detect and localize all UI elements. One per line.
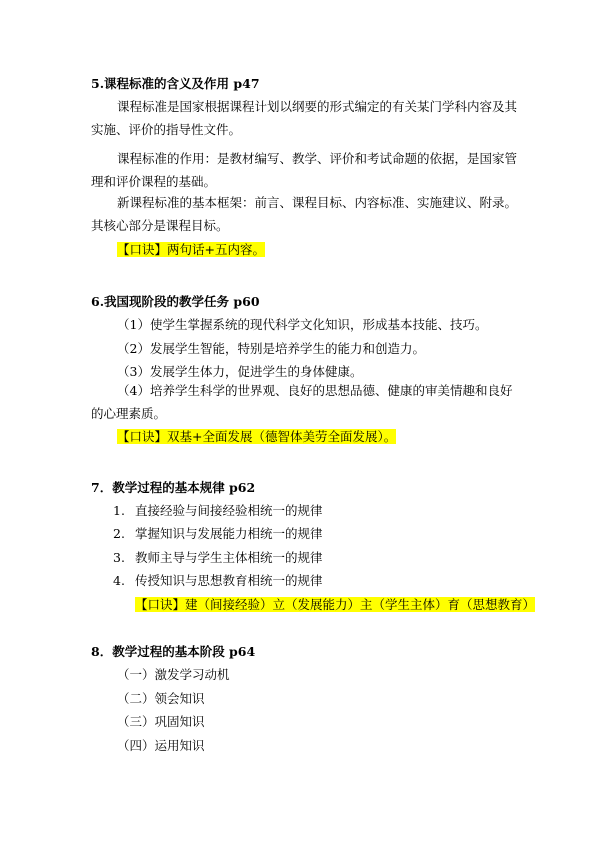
section-5-definition: 课程标准是国家根据课程计划以纲要的形式编定的有关某门学科内容及其实施、评价的指导性文件。 [91, 99, 518, 137]
section-8-item: （二）领会知识 [117, 691, 205, 706]
section-7-heading: 7．教学过程的基本规律 p62 [91, 480, 256, 495]
section-6-mnemonic [117, 428, 396, 446]
section-8-heading: 8．教学过程的基本阶段 p64 [91, 644, 256, 659]
section-6-item: （3）发展学生体力，促进学生的身体健康。 [117, 364, 363, 379]
list-number: 3. [113, 550, 125, 565]
list-number: 2. [113, 526, 125, 541]
section-6-heading: 6.我国现阶段的教学任务 p60 [91, 294, 260, 309]
section-8-item: （四）运用知识 [117, 738, 205, 753]
list-number: 1. [113, 503, 125, 518]
mnemonic-highlight: 【口诀】双基+全面发展（德智体美劳全面发展）。 [117, 429, 397, 444]
section-7-mnemonic [135, 596, 535, 614]
section-6-item: （4）培养学生科学的世界观、良好的思想品德、健康的审美情趣和良好的心理素质。 [91, 383, 513, 421]
section-5-mnemonic [117, 241, 265, 259]
section-8-item: （一）激发学习动机 [117, 667, 230, 682]
section-7-item: 掌握知识与发展能力相统一的规律 [135, 526, 323, 541]
section-5-function: 课程标准的作用：是教材编写、教学、评价和考试命题的依据，是国家管理和评价课程的基础。 [91, 151, 518, 189]
section-5-framework: 新课程标准的基本框架：前言、课程目标、内容标准、实施建议、附录。其核心部分是课程目标。 [91, 195, 518, 233]
mnemonic-highlight: 【口诀】两句话+五内容。 [117, 242, 265, 257]
section-7-item: 直接经验与间接经验相统一的规律 [135, 503, 323, 518]
section-6-item: （2）发展学生智能，特别是培养学生的能力和创造力。 [117, 341, 425, 356]
mnemonic-highlight: 【口诀】建（间接经验）立（发展能力）主（学生主体）育（思想教育） [135, 597, 536, 612]
section-6-item: （1）使学生掌握系统的现代科学文化知识，形成基本技能、技巧。 [117, 317, 488, 332]
section-7-item: 传授知识与思想教育相统一的规律 [135, 573, 323, 588]
section-7-item: 教师主导与学生主体相统一的规律 [135, 550, 323, 565]
section-5-heading: 5.课程标准的含义及作用 p47 [91, 76, 260, 91]
section-8-item: （三）巩固知识 [117, 714, 205, 729]
list-number: 4. [113, 573, 125, 588]
